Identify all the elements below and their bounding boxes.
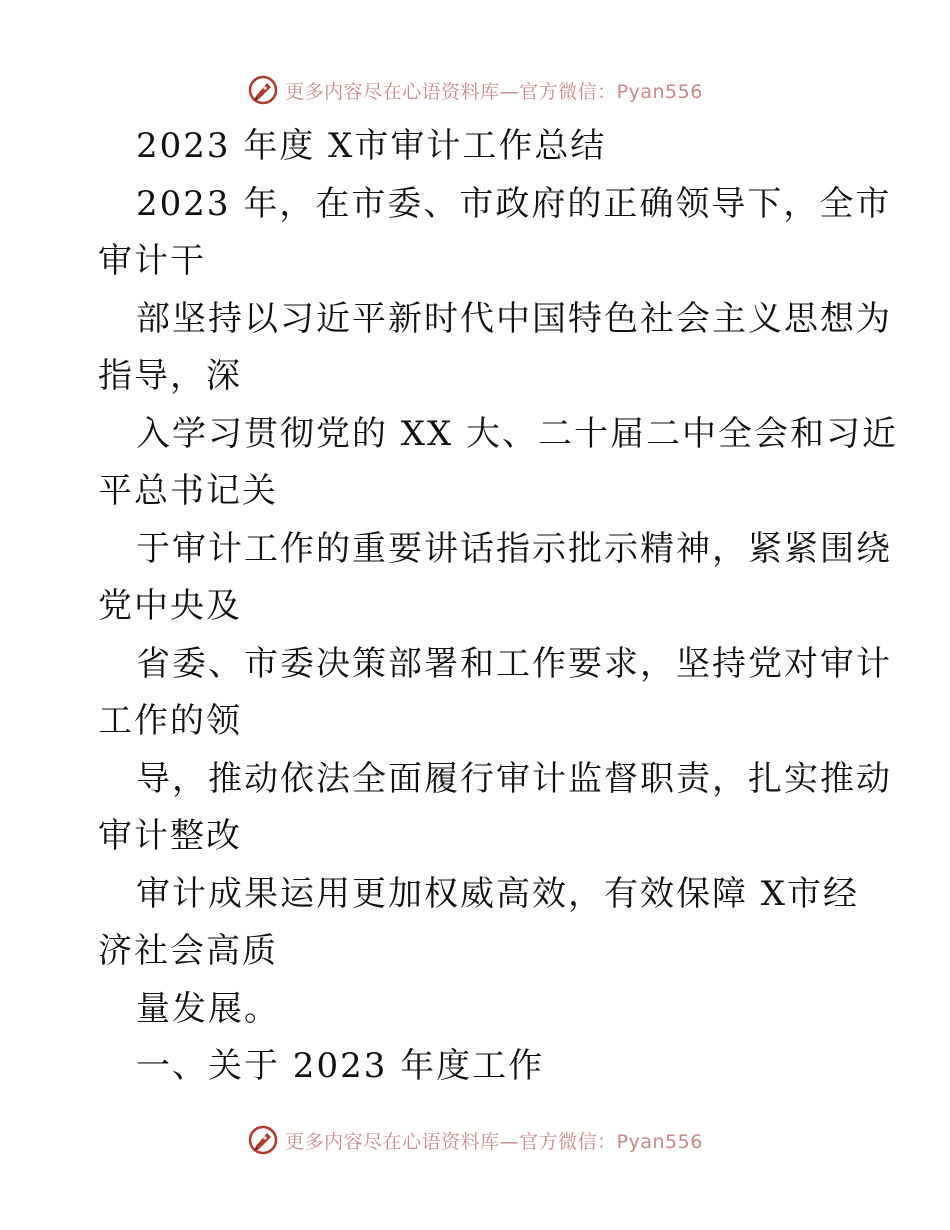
footer-watermark bbox=[0, 1120, 950, 1160]
header-watermark bbox=[0, 70, 950, 110]
text-line: 一、关于 2023 年度工作 bbox=[136, 1046, 545, 1086]
text-line: 审计成果运用更加权威高效，有效保障 X市经 bbox=[136, 873, 860, 914]
text-line: 济社会高质 bbox=[98, 931, 278, 971]
text-line: 审计干 bbox=[98, 241, 206, 281]
watermark-text: 更多内容尽在心语资料库—官方微信：Pyan556 bbox=[285, 1130, 703, 1153]
text-line: 指导，深 bbox=[98, 356, 242, 396]
text-line: 审计整改 bbox=[98, 816, 242, 856]
text-line: 工作的领 bbox=[98, 701, 242, 741]
text-line: 于审计工作的重要讲话指示批示精神，紧紧围绕 bbox=[136, 528, 892, 569]
text-line: 省委、市委决策部署和工作要求，坚持党对审计 bbox=[136, 643, 892, 684]
text-line: 量发展。 bbox=[136, 988, 280, 1029]
text-line: 平总书记关 bbox=[98, 471, 278, 511]
text-line: 党中央及 bbox=[98, 586, 242, 626]
watermark-text: 更多内容尽在心语资料库—官方微信：Pyan556 bbox=[285, 80, 703, 103]
text-line: 2023 年，在市委、市政府的正确领导下，全市 bbox=[136, 183, 892, 224]
pen-nib-logo-icon bbox=[247, 74, 279, 106]
text-line: 导，推动依法全面履行审计监督职责，扎实推动 bbox=[136, 758, 892, 799]
pen-nib-logo-icon bbox=[247, 1124, 279, 1156]
text-line: 部坚持以习近平新时代中国特色社会主义思想为 bbox=[136, 298, 892, 339]
text-line: 2023 年度 X市审计工作总结 bbox=[136, 126, 607, 166]
document-body bbox=[98, 118, 899, 1096]
text-line: 入学习贯彻党的 XX 大、二十届二中全会和习近 bbox=[136, 413, 899, 454]
